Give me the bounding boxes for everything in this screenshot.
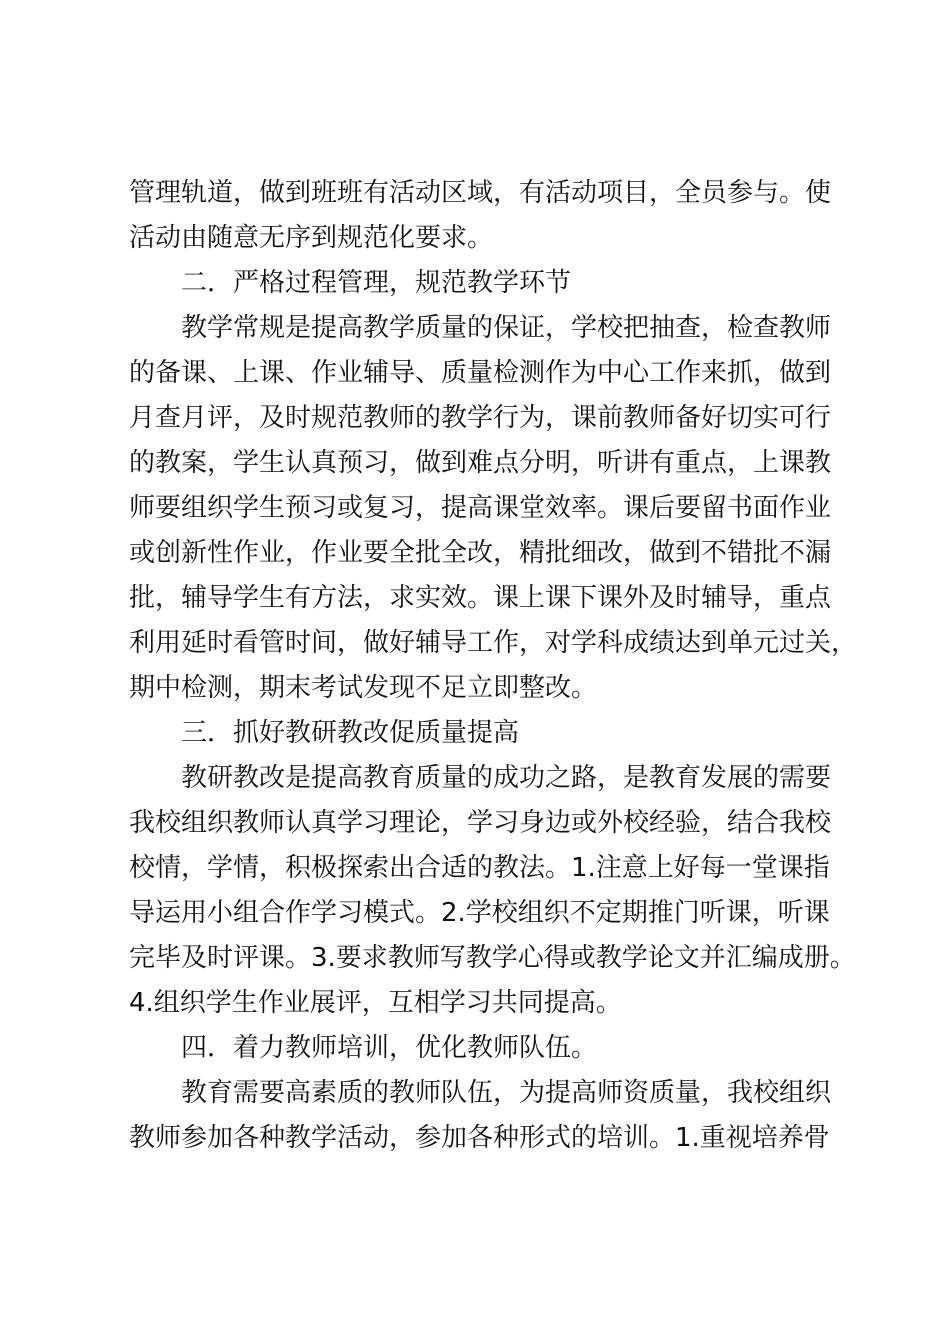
text-line: 导运用小组合作学习模式。2.学校组织不定期推门听课，听课 <box>129 898 830 928</box>
text-line: 校情，学情，积极探索出合适的教法。1.注意上好每一堂课指 <box>129 853 830 883</box>
text-line: 管理轨道，做到班班有活动区域，有活动项目，全员参与。使 <box>129 178 832 208</box>
section-heading: 二．严格过程管理，规范教学环节 <box>181 268 572 298</box>
text-line: 或创新性作业，作业要全批全改，精批细改，做到不错批不漏 <box>129 538 832 568</box>
text-line: 教学常规是提高教学质量的保证，学校把抽查，检查教师 <box>181 313 832 343</box>
text-line: 我校组织教师认真学习理论，学习身边或外校经验，结合我校 <box>129 808 832 838</box>
text-line: 4.组织学生作业展评，互相学习共同提高。 <box>129 988 622 1018</box>
text-line: 期中检测，期末考试发现不足立即整改。 <box>129 673 598 703</box>
text-line: 师要组织学生预习或复习，提高课堂效率。课后要留书面作业 <box>129 493 832 523</box>
text-line: 活动由随意无序到规范化要求。 <box>129 223 494 253</box>
text-line: 完毕及时评课。3.要求教师写教学心得或教学论文并汇编成册。 <box>129 943 856 973</box>
text-line: 的备课、上课、作业辅导、质量检测作为中心工作来抓，做到 <box>129 358 832 388</box>
text-line: 的教案，学生认真预习，做到难点分明，听讲有重点，上课教 <box>129 448 832 478</box>
text-line: 教师参加各种教学活动，参加各种形式的培训。1.重视培养骨 <box>129 1123 830 1153</box>
section-heading: 四．着力教师培训，优化教师队伍。 <box>181 1033 598 1063</box>
text-line: 教研教改是提高教育质量的成功之路，是教育发展的需要 <box>181 763 832 793</box>
text-line: 利用延时看管时间，做好辅导工作，对学科成绩达到单元过关， <box>129 628 858 658</box>
section-heading: 三．抓好教研教改促质量提高 <box>181 718 520 748</box>
text-line: 批，辅导学生有方法，求实效。课上课下课外及时辅导，重点 <box>129 583 832 613</box>
text-line: 月查月评，及时规范教师的教学行为，课前教师备好切实可行 <box>129 403 832 433</box>
text-line: 教育需要高素质的教师队伍，为提高师资质量，我校组织 <box>181 1078 832 1108</box>
